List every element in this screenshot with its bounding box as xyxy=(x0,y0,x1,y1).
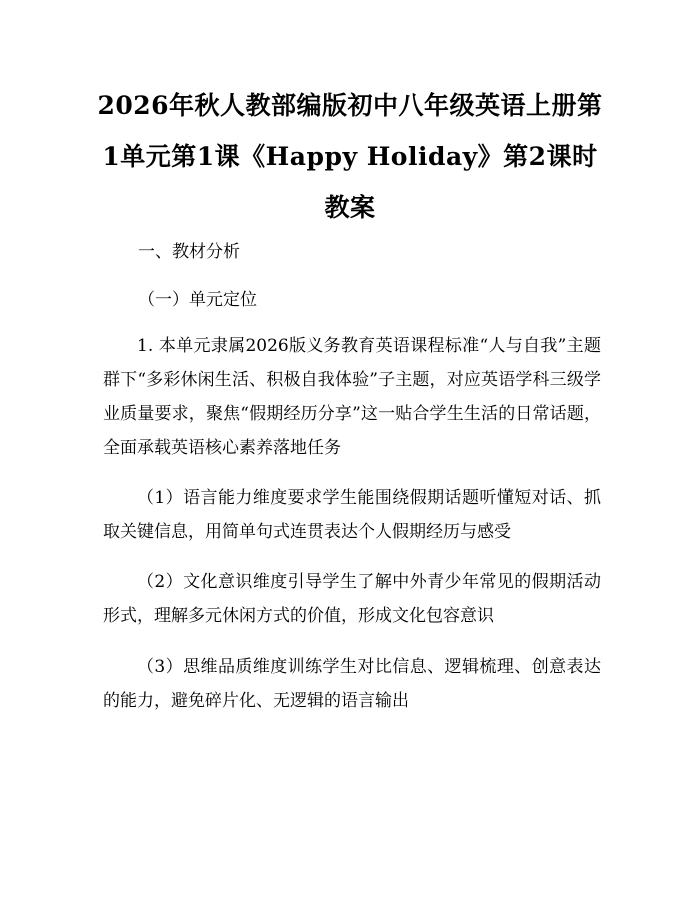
section-heading-textbook-analysis: 一、教材分析 xyxy=(138,242,240,262)
paragraph-cultural-awareness: （2）文化意识维度引导学生了解中外青少年常见的假期活动形式，理解多元休闲方式的价值，形成文化包容意识 xyxy=(103,572,601,626)
document-title: 2026年秋人教部编版初中八年级英语上册第1单元第1课《Happy Holiday》第2课时教案 xyxy=(97,91,603,222)
paragraph-language-ability: （1）语言能力维度要求学生能围绕假期话题听懂短对话、抓取关键信息，用简单句式连贯表达个人假期经历与感受 xyxy=(103,488,601,542)
paragraph-unit-overview: 1. 本单元隶属2026版义务教育英语课程标准“人与自我”主题群下“多彩休闲生活、积极自我体验”子主题，对应英语学科三级学业质量要求，聚焦“假期经历分享”这一贴合学生生活的日常话题，全面承载英语核心素养落地任务 xyxy=(103,336,601,458)
paragraph-thinking-quality: （3）思维品质维度训练学生对比信息、逻辑梳理、创意表达的能力，避免碎片化、无逻辑的语言输出 xyxy=(103,657,601,711)
subsection-heading-unit-positioning: （一）单元定位 xyxy=(138,290,257,310)
